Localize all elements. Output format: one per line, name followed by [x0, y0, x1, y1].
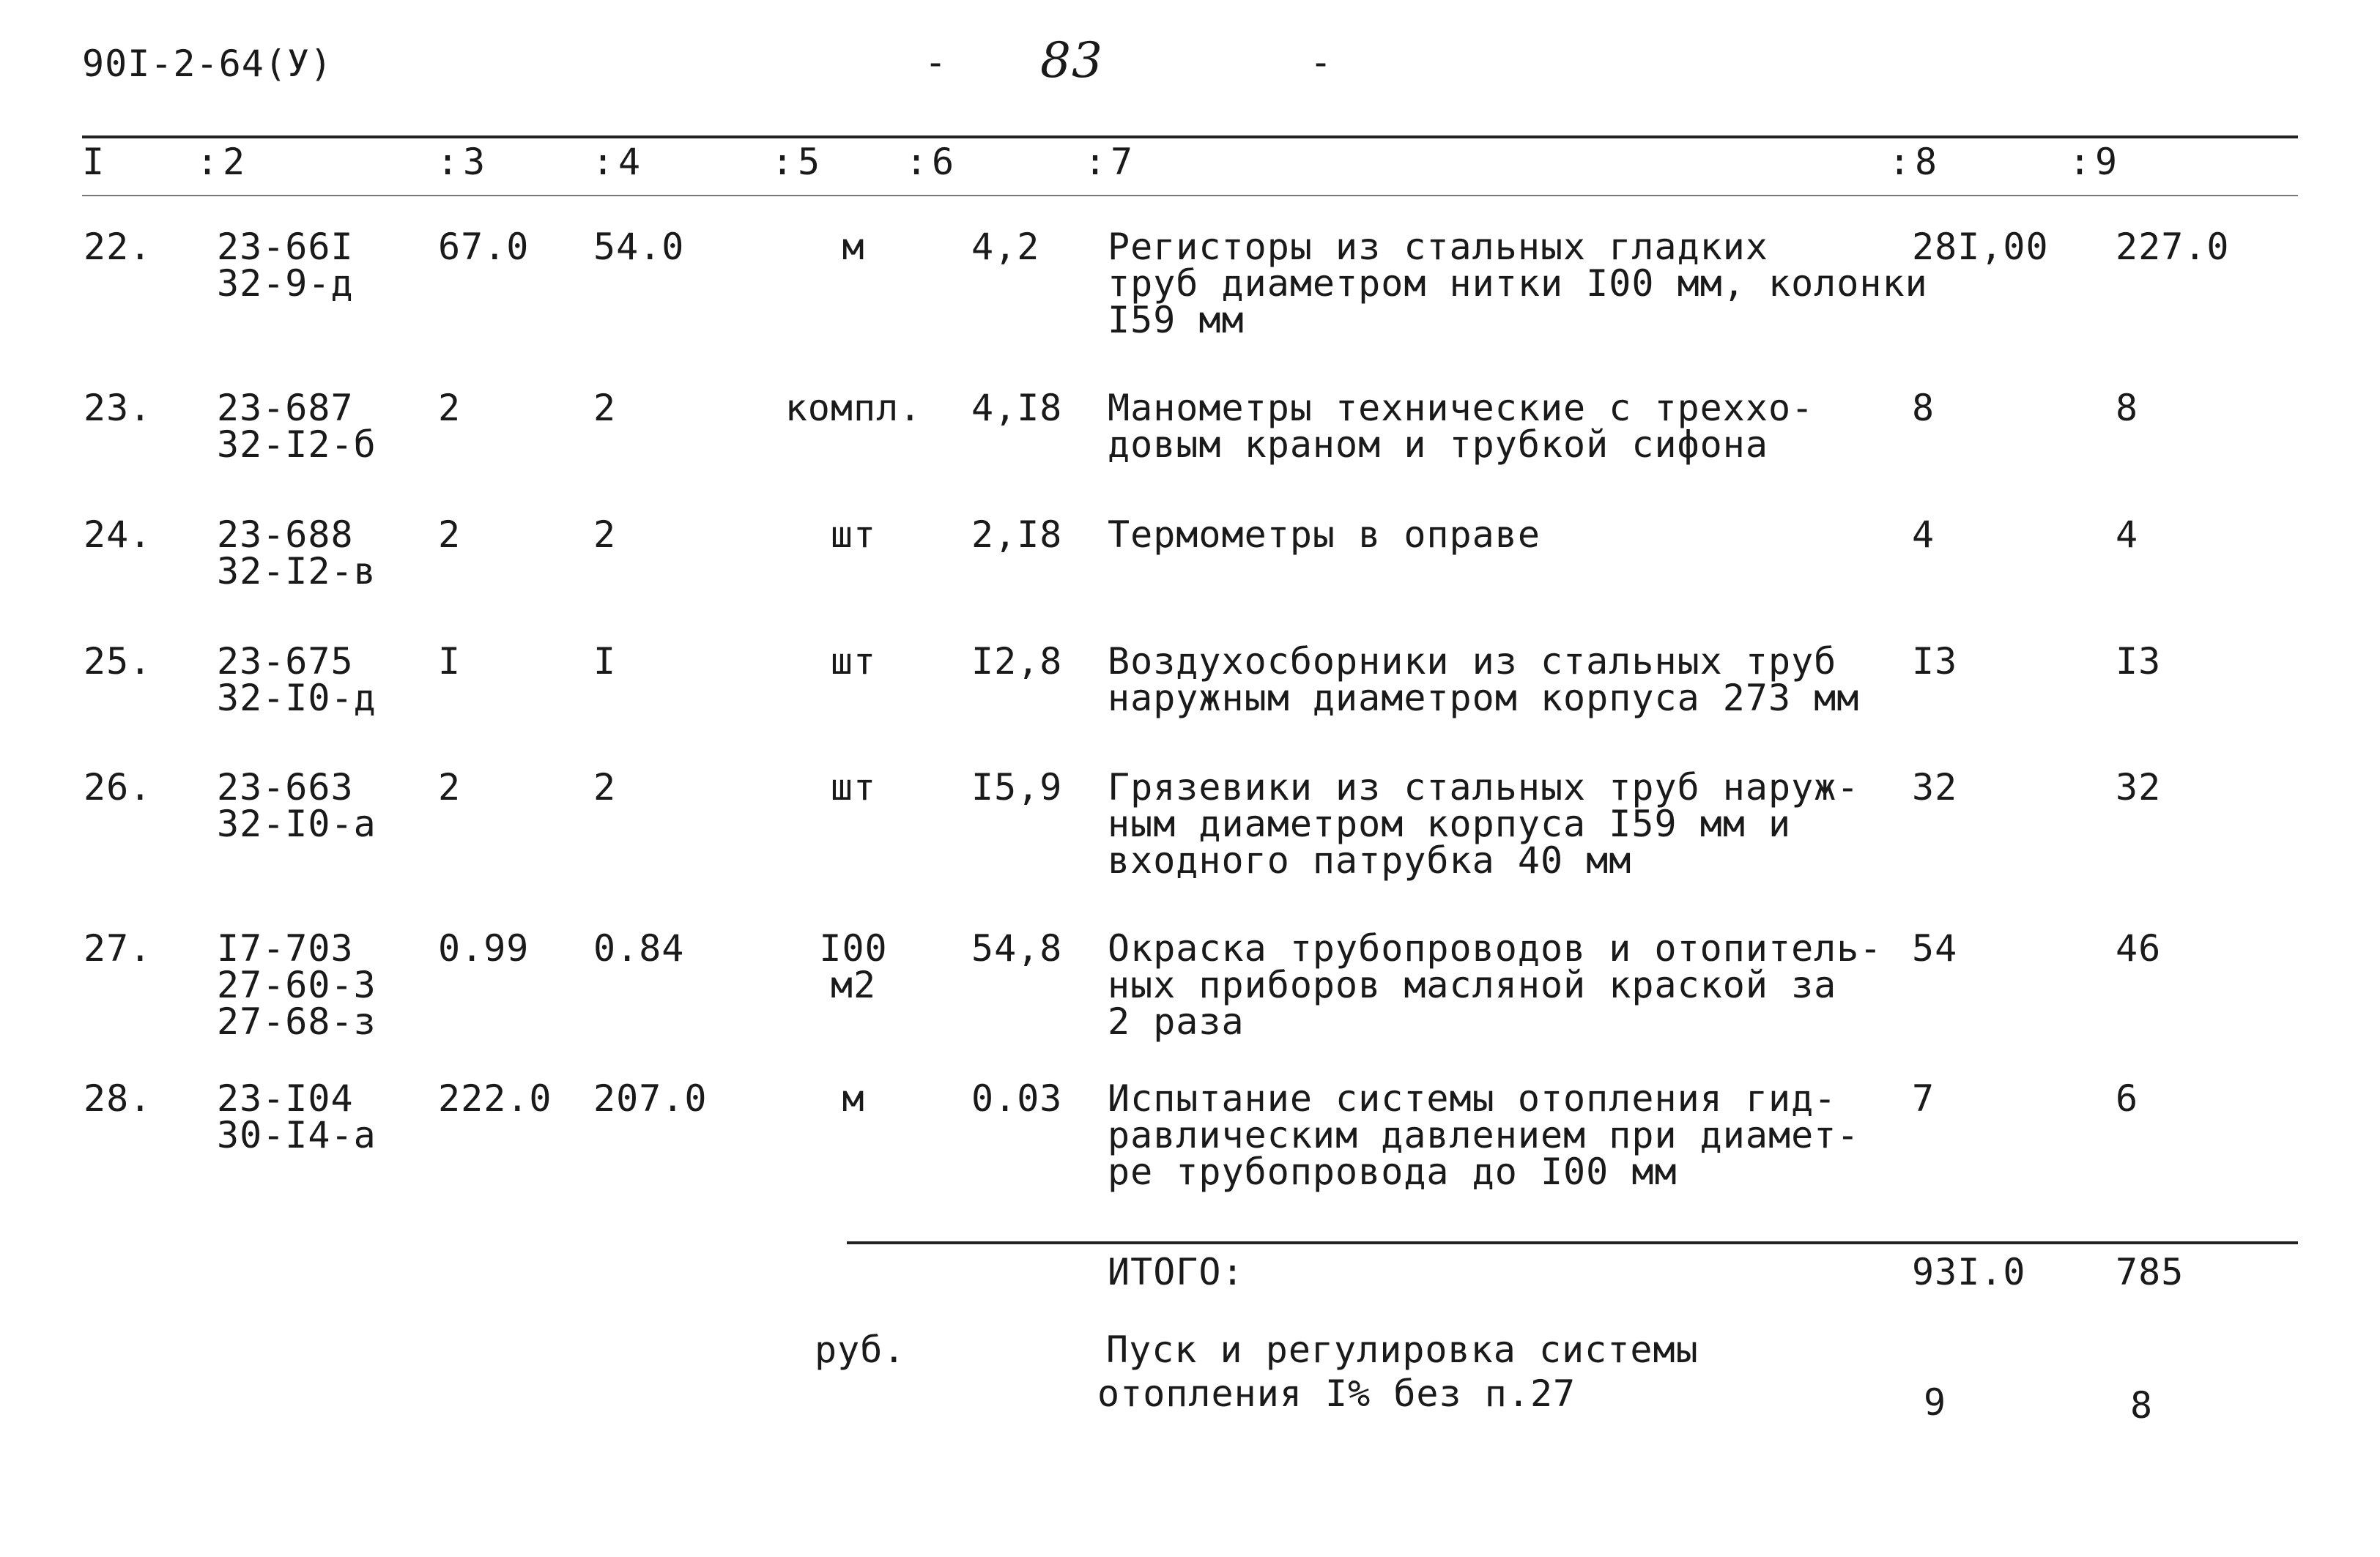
- row-code-line: 27-60-3: [217, 964, 377, 1006]
- row-col3: 0.99: [438, 927, 530, 970]
- row-code-line: 23-I04: [217, 1077, 354, 1120]
- row-col3: 2: [438, 513, 461, 556]
- row-desc-line: труб диаметром нитки I00 мм, колонки: [1108, 262, 1928, 305]
- row-col6: 0.03: [971, 1077, 1063, 1120]
- row-code-line: 23-675: [217, 640, 354, 683]
- row-code-line: 23-66I: [217, 226, 354, 268]
- header-top-rule: [82, 135, 2298, 138]
- header-separator: :: [1084, 141, 1108, 183]
- row-desc-line: Манометры технические с трехxо-: [1108, 387, 1814, 429]
- row-col8: 4: [1912, 513, 1935, 556]
- row-code-line: 32-I2-б: [217, 423, 377, 466]
- row-desc-line: Испытание системы отопления гид-: [1108, 1077, 1837, 1120]
- row-col8: 32: [1912, 766, 1958, 809]
- row-col8: 7: [1912, 1077, 1935, 1120]
- header-separator: :: [905, 141, 929, 183]
- row-desc-line: равлическим давлением при диамет-: [1108, 1114, 1860, 1156]
- header-col-4: 4: [618, 141, 642, 183]
- row-desc-line: довым краном и трубкой сифона: [1108, 423, 1768, 466]
- row-desc-line: ных приборов масляной краской за: [1108, 964, 1837, 1006]
- header-col-7: 7: [1111, 141, 1134, 183]
- row-col6: 54,8: [971, 927, 1063, 970]
- row-col3: I: [438, 640, 461, 683]
- header-separator: :: [2069, 141, 2092, 183]
- header-separator: :: [437, 141, 460, 183]
- extra-desc-line-1: Пуск и регулировка системы: [1106, 1329, 1699, 1371]
- row-code-line: I7-703: [217, 927, 354, 970]
- header-col-3: 3: [463, 141, 486, 183]
- row-desc-line: Термометры в оправе: [1108, 513, 1541, 556]
- row-code-line: 23-687: [217, 387, 354, 429]
- dash-right: -: [1310, 41, 1333, 83]
- row-col3: 67.0: [438, 226, 530, 268]
- row-desc-line: Воздухосборники из стальных труб: [1108, 640, 1837, 683]
- row-desc-line: 2 раза: [1108, 1000, 1245, 1043]
- row-col9: 46: [2116, 927, 2162, 970]
- row-desc-line: входного патрубка 40 мм: [1108, 839, 1632, 882]
- header-separator: :: [196, 141, 220, 183]
- header-bottom-rule: [82, 195, 2298, 196]
- row-col9: 6: [2116, 1077, 2139, 1120]
- extra-col8: 9: [1924, 1381, 1947, 1424]
- row-desc-line: Грязевики из стальных труб наруж-: [1108, 766, 1860, 809]
- row-unit-line: м2: [830, 964, 877, 1006]
- row-code-line: 32-I2-в: [217, 550, 377, 592]
- dash-left: -: [924, 41, 948, 83]
- row-col8: I3: [1912, 640, 1958, 683]
- total-col8: 93I.0: [1912, 1251, 2026, 1293]
- row-code-line: 27-68-з: [217, 1000, 377, 1043]
- header-col-1: I: [82, 141, 105, 183]
- row-col3: 222.0: [438, 1077, 552, 1120]
- row-desc-line: ным диаметром корпуса I59 мм и: [1108, 803, 1792, 845]
- row-unit-line: шт: [830, 766, 877, 809]
- row-col4: 54.0: [593, 226, 685, 268]
- extra-unit: руб.: [815, 1329, 906, 1371]
- row-col9: 8: [2116, 387, 2139, 429]
- extra-desc-line-2: отопления I% без п.27: [1097, 1372, 1576, 1415]
- total-label: ИТОГО:: [1108, 1251, 1245, 1293]
- row-unit-line: компл.: [785, 387, 922, 429]
- row-code-line: 32-I0-д: [217, 677, 377, 719]
- extra-col9: 8: [2130, 1384, 2154, 1427]
- row-number: 27.: [84, 927, 152, 970]
- row-col4: 0.84: [593, 927, 685, 970]
- header-col-8: 8: [1915, 141, 1938, 183]
- row-col6: I2,8: [971, 640, 1063, 683]
- row-unit-line: м: [842, 1077, 865, 1120]
- row-number: 26.: [84, 766, 152, 809]
- row-col8: 54: [1912, 927, 1958, 970]
- row-desc-line: ре трубопровода до I00 мм: [1108, 1151, 1678, 1193]
- row-col9: 32: [2116, 766, 2162, 809]
- row-desc-line: наружным диаметром корпуса 273 мм: [1108, 677, 1860, 719]
- row-col3: 2: [438, 766, 461, 809]
- row-code-line: 32-I0-а: [217, 803, 377, 845]
- row-desc-line: I59 мм: [1108, 299, 1245, 341]
- row-col6: 4,I8: [971, 387, 1063, 429]
- row-code-line: 23-663: [217, 766, 354, 809]
- row-unit-line: I00: [819, 927, 888, 970]
- row-code-line: 30-I4-а: [217, 1114, 377, 1156]
- page-number: 83: [1040, 32, 1103, 89]
- row-unit-line: шт: [830, 513, 877, 556]
- row-col8: 8: [1912, 387, 1935, 429]
- row-col4: 2: [593, 387, 617, 429]
- header-col-2: 2: [223, 141, 246, 183]
- row-code-line: 32-9-д: [217, 262, 354, 305]
- row-col4: 2: [593, 766, 617, 809]
- row-col9: 227.0: [2116, 226, 2230, 268]
- header-col-9: 9: [2095, 141, 2118, 183]
- header-col-5: 5: [798, 141, 821, 183]
- row-number: 24.: [84, 513, 152, 556]
- header-col-6: 6: [932, 141, 955, 183]
- row-number: 28.: [84, 1077, 152, 1120]
- row-col4: I: [593, 640, 617, 683]
- row-unit-line: м: [842, 226, 865, 268]
- row-desc-line: Регисторы из стальных гладких: [1108, 226, 1768, 268]
- row-desc-line: Окраска трубопроводов и отопитель-: [1108, 927, 1883, 970]
- row-number: 25.: [84, 640, 152, 683]
- header-separator: :: [1888, 141, 1912, 183]
- row-col9: I3: [2116, 640, 2162, 683]
- header-separator: :: [771, 141, 795, 183]
- row-col6: 4,2: [971, 226, 1040, 268]
- row-code-line: 23-688: [217, 513, 354, 556]
- row-col9: 4: [2116, 513, 2139, 556]
- row-col6: 2,I8: [971, 513, 1063, 556]
- row-col6: I5,9: [971, 766, 1063, 809]
- header-separator: :: [592, 141, 615, 183]
- total-rule: [847, 1241, 2298, 1244]
- row-number: 23.: [84, 387, 152, 429]
- row-col8: 28I,00: [1912, 226, 2049, 268]
- row-unit-line: шт: [830, 640, 877, 683]
- document-code: 90I-2-64(У): [82, 42, 333, 85]
- row-col3: 2: [438, 387, 461, 429]
- row-col4: 2: [593, 513, 617, 556]
- row-col4: 207.0: [593, 1077, 708, 1120]
- row-number: 22.: [84, 226, 152, 268]
- total-col9: 785: [2116, 1251, 2184, 1293]
